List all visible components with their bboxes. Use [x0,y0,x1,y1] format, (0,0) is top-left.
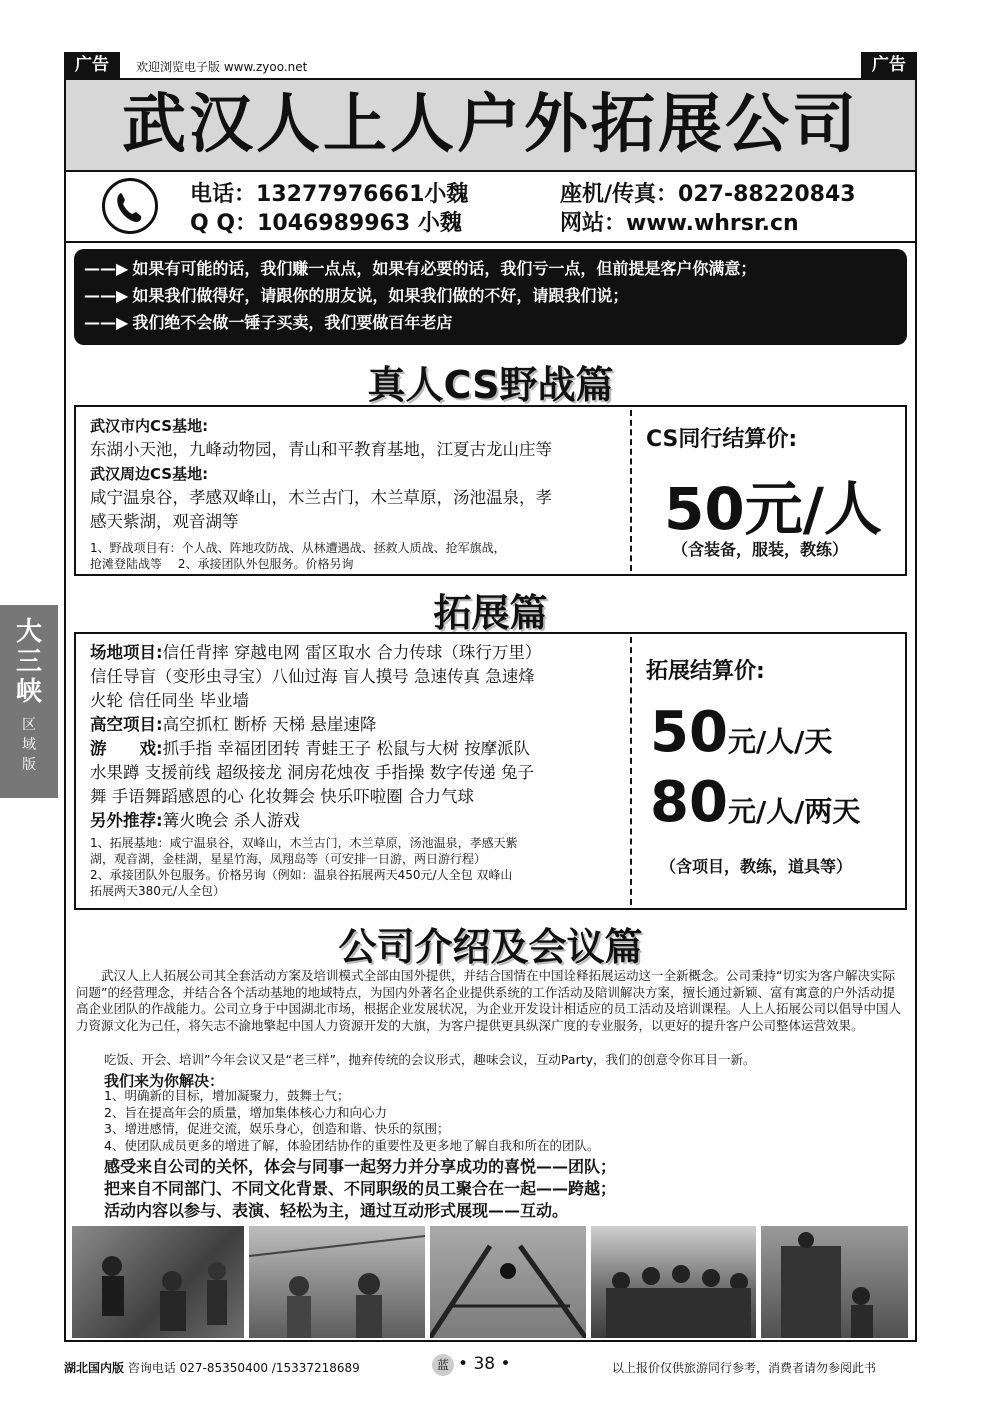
cs-section-title: 真人CS野战篇 [367,363,614,407]
side-tab [0,605,58,798]
qq-label: Q Q： [190,211,258,236]
closing-line: 感受来自公司的关怀，体会与同事一起努力并分享成功的喜悦——团队； [104,1157,617,1176]
arrow-right-icon: ——▶ [84,259,129,278]
tuozhan-line: 场地项目:信任背摔 穿越电网 雷区取水 合力传球（珠行万里） [90,643,542,662]
photo-team-icon [591,1226,756,1338]
arrow-right-icon: ——▶ [84,313,129,332]
page-number: 38 [473,1354,496,1374]
phone-label: 电话： [190,182,257,207]
photo-figures-icon [72,1226,244,1338]
tuozhan-price-1 [650,700,832,765]
tuozhan-line: 另外推荐:篝火晚会 杀人游戏 [90,811,300,830]
solve-item: 4、使团队成员更多的增进了解，体验团结协作的重要性及更多地了解自我和所在的团队。 [104,1137,600,1153]
tuozhan-line: 舞 手语舞蹈感恩的心 化妆舞会 快乐吓啦圈 合力气球 [90,787,474,806]
page-dot-icon: • [458,1354,469,1374]
tuozhan-line: 信任导盲（变形虫寻宝）八仙过海 盲人摸号 急速传真 急速烽 [90,667,535,686]
tuozhan-line: 游 戏:抓手指 幸福团团转 青蛙王子 松鼠与大树 按摩派队 [90,739,531,758]
footer-left [64,1359,360,1376]
intro-paragraph-1: 武汉人上人拓展公司其全套活动方案及培训模式全部由国外提供，并结合国情在中国诠释拓展运动这一全新概念。公司秉持“切实为客户解决实际问题”的经营理念，并结合各个活动基地的地域特点，为国内外著名企业提供系统的工作活动及陪训解决方案，擅长通过新颖、富有寓意的户外活动提高企业团队的作战能力。公司立身于中国湖北市场，根据企业发展状况，为企业开发设计相适应的员工活动及培训课程。人上人拓展公司以倡导中国人力资源文化为己任，将矢志不渝地擎起中国人力资源开发的大旗，为客户提供更具纵深广度的专业服务，以更好的提升客户公司整体运营效果。 [76,968,902,1033]
solve-item: 3、增进感情，促进交流，娱乐身心，创造和谐、快乐的氛围； [104,1121,450,1136]
tuozhan-left-column [90,641,628,899]
company-name: 武汉人上人户外拓展公司 [66,80,915,172]
phone-value: 13277976661小魏 [256,182,469,207]
footer-edition: 湖北国内版 [64,1361,125,1375]
tuozhan-price-label: 拓展结算价: [646,659,765,684]
cs-price-value: 50元/人 [664,475,882,543]
slogan-line: ——▶ 我们绝不会做一锤子买卖，我们要做百年老店 [84,313,453,332]
tuozhan-note: 1、拓展基地：咸宁温泉谷，双峰山，木兰古门，木兰草原，汤池温泉，孝感天紫 [90,836,518,850]
slogan-box [74,249,907,345]
website-value[interactable]: www.whrsr.cn [626,211,799,236]
footer-page [458,1354,511,1374]
intro-section-title: 公司介绍及会议篇 [338,925,643,969]
cs-around-label: 武汉周边CS基地: [90,465,209,483]
page-dot-icon: • [500,1354,511,1374]
browse-text: 欢迎浏览电子版 www.zyoo.net [136,60,308,74]
footer-badge: 蓝 [432,1354,454,1376]
qq-line [190,206,462,237]
closing-block [104,1156,616,1222]
photo-ropes-icon [430,1226,586,1338]
landline-label: 座机/传真： [560,182,679,207]
intro-paragraph-2: 吃饭、开会、培训”今年会议又是“老三样”，抛弃传统的会议形式，趣味会议，互动Party，我们的创意令你耳目一新。 [104,1052,756,1067]
footer-disclaimer: 以上报价仅供旅游同行参考，消费者请勿参阅此书 [612,1361,877,1375]
slogan-line: ——▶ 如果有可能的话，我们赚一点点，如果有必要的话，我们亏一点，但前提是客户你满意； [84,259,757,278]
side-tab-main: 大三峡 [15,617,42,707]
tuozhan-price-2-unit: 元/人/两天 [727,795,861,828]
phone-line [190,177,468,208]
activity-photo [249,1226,425,1338]
website-line [560,206,799,237]
cs-price-label: CS同行结算价: [646,427,798,452]
closing-line: 把来自不同部门、不同文化背景、不同职级的员工聚合在一起——跨越； [104,1179,617,1198]
cs-city-text: 东湖小天池，九峰动物园，青山和平教育基地，江夏古龙山庄等 [90,440,552,459]
website-label: 网站： [560,211,627,236]
tuozhan-section-title: 拓展篇 [433,591,548,635]
qq-value: 1046989963 小魏 [257,211,462,236]
cs-around-text-1: 咸宁温泉谷，孝感双峰山，木兰古门，木兰草原，汤池温泉，孝 [90,488,552,507]
cs-left-column [90,414,625,572]
ad-tag-left: 广告 [64,52,120,78]
tuozhan-line: 高空项目:高空抓杠 断桥 天梯 悬崖速降 [90,715,377,734]
landline-line [560,177,856,208]
activity-photo [761,1226,908,1338]
solve-item: 1、明确新的目标，增加凝聚力，鼓舞士气； [104,1088,350,1103]
tuozhan-price-2-num: 80 [650,770,728,835]
solve-item: 2、旨在提高年会的质量，增加集体核心力和向心力 [104,1104,387,1120]
solve-title: 我们来为你解决： [104,1072,225,1090]
cs-note-2: 抢滩登陆战等 2、承接团队外包服务。价格另询 [90,557,354,571]
activity-photo [591,1226,756,1338]
ad-tag-right: 广告 [861,52,917,78]
tuozhan-price-note: （含项目，教练，道具等） [660,857,853,876]
landline-value: 027-88220843 [678,182,856,207]
tuozhan-line: 水果蹲 支援前线 超级接龙 洞房花烛夜 手指操 数字传递 兔子 [90,763,534,782]
photo-wall-icon [761,1226,908,1338]
activity-photo [430,1226,586,1338]
arrow-right-icon: ——▶ [84,286,129,305]
phone-icon [102,178,158,234]
side-tab-sub: 区域版 [22,717,36,773]
cs-note-1: 1、野战项目有：个人战、阵地攻防战、从林遭遇战、拯救人质战、抢军旗战， [90,541,506,555]
tuozhan-note: 拓展两天380元/人全包） [90,884,225,898]
activity-photo [72,1226,244,1338]
tuozhan-price-1-num: 50 [650,700,728,765]
contact-divider [66,241,915,243]
photo-figures-icon [249,1226,425,1338]
tuozhan-note: 2、承接团队外包服务。价格另询（例如：温泉谷拓展两天450元/人全包 双峰山 [90,868,513,882]
footer-hotline: 咨询电话 027-85350400 /15337218689 [127,1361,360,1375]
tuozhan-line: 火轮 信任同坐 毕业墙 [90,691,249,710]
cs-divider [630,410,632,571]
tuozhan-price-1-unit: 元/人/天 [727,725,833,758]
slogan-line: ——▶ 如果我们做得好，请跟你的朋友说，如果我们做的不好，请跟我们说； [84,286,629,305]
cs-price-note: （含装备，服装，教练） [672,540,849,559]
tuozhan-note: 湖，观音湖，金桂湖，星星竹海，凤翔岛等（可安排一日游，两日游行程） [90,852,487,866]
cs-around-text-2: 感天紫湖，观音湖等 [90,512,239,531]
solve-list [104,1088,884,1154]
cs-city-label: 武汉市内CS基地: [90,417,209,435]
tuozhan-price-2 [650,770,860,835]
closing-line: 活动内容以参与、表演、轻松为主，通过互动形式展现——互动。 [104,1201,569,1220]
tuozhan-divider [630,637,632,905]
